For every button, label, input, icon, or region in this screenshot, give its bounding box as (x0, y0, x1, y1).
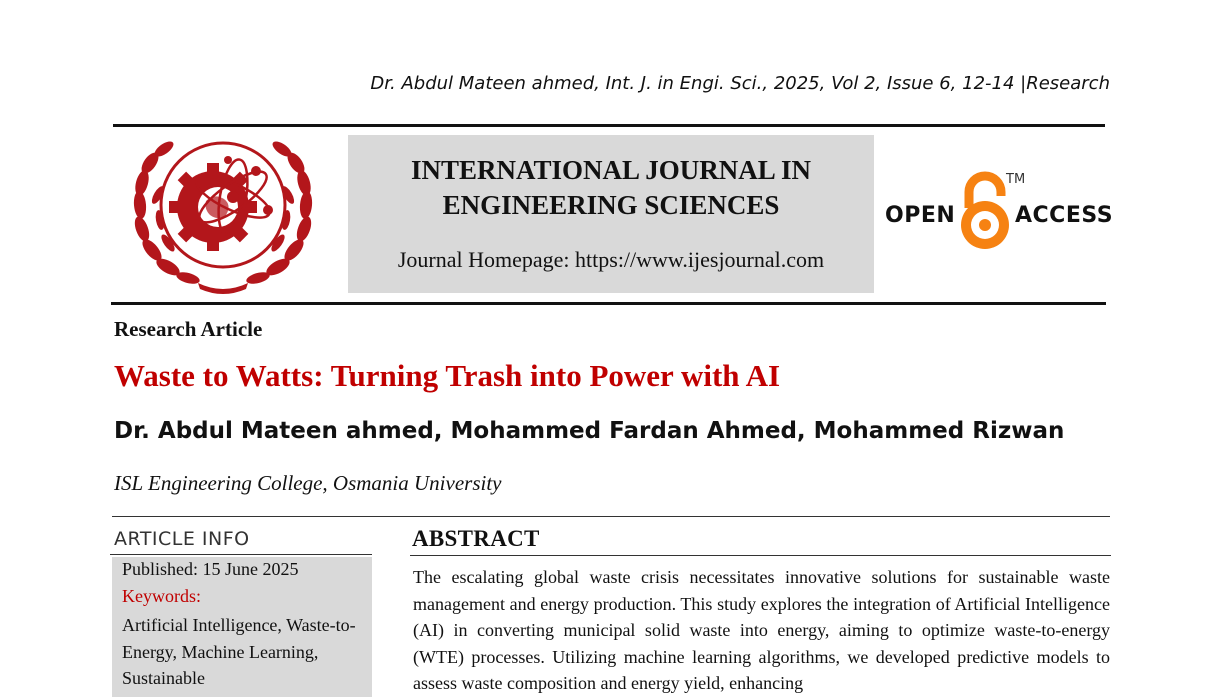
article-info-heading: ARTICLE INFO (114, 528, 250, 550)
open-access-access-text: ACCESS (1015, 203, 1114, 228)
article-info-box (112, 557, 372, 697)
trademark-mark: TM (1006, 172, 1026, 187)
journal-homepage[interactable]: Journal Homepage: https://www.ijesjournal.com (397, 247, 825, 272)
article-type: Research Article (114, 317, 263, 341)
journal-title: INTERNATIONAL JOURNAL IN ENGINEERING SCIENCES (410, 155, 812, 220)
abstract-rule (410, 555, 1111, 556)
keywords-list: Artificial Intelligence, Waste-to-Energy, Machine Learning, Sustainable (122, 615, 356, 688)
section-divider (112, 516, 1110, 517)
running-header: Dr. Abdul Mateen ahmed, Int. J. in Engi. Sci., 2025, Vol 2, Issue 6, 12-14 |Research (370, 73, 1110, 94)
open-access-open-text: OPEN (885, 203, 956, 228)
article-authors: Dr. Abdul Mateen ahmed, Mohammed Fardan Ahmed, Mohammed Rizwan (114, 418, 1065, 444)
article-title: Waste to Watts: Turning Trash into Power with AI (114, 358, 781, 393)
abstract-text: The escalating global waste crisis necessitates innovative solutions for sustainable waste management and energy production. This study explores the integration of Artificial Intelligence (AI) in converting municipal solid waste into energy, aiming to optimize waste-to-energy (WTE) processes. Utilizing machine learning algorithms, we developed predictive models to assess waste composition and energy yield, enhancing (413, 567, 1110, 694)
header-rule-bottom (111, 302, 1106, 305)
journal-emblem-logo (128, 135, 318, 295)
header-rule-top (113, 124, 1105, 127)
keywords-label: Keywords: (122, 586, 201, 606)
journal-title-box (348, 135, 874, 293)
article-info-rule (110, 554, 372, 555)
published-date: Published: 15 June 2025 (122, 559, 299, 579)
abstract-heading: ABSTRACT (412, 526, 540, 551)
article-affiliation: ISL Engineering College, Osmania University (114, 471, 502, 495)
